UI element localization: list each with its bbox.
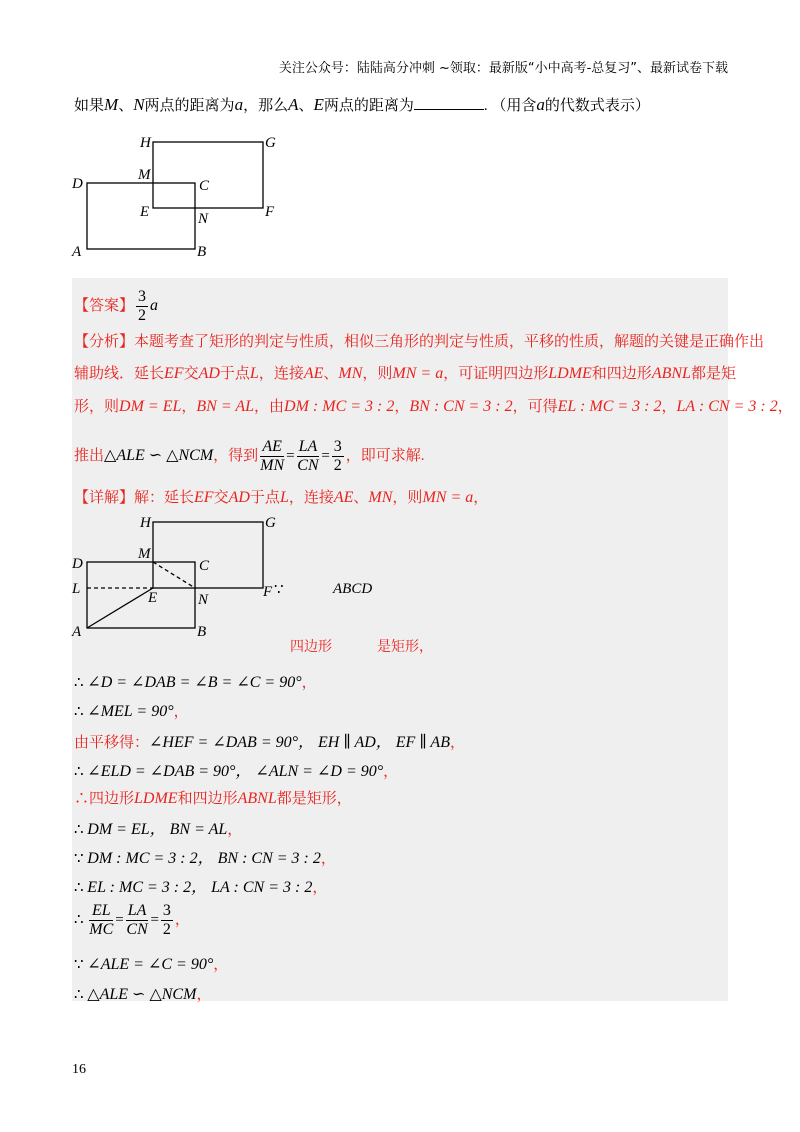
step-2: ∴ ∠MEL = 90°， xyxy=(74,703,189,720)
label2-F: F xyxy=(263,584,273,600)
rectangle-efgh-2 xyxy=(153,522,263,588)
analysis-line-4: 推出△ALE ∽ △NCM，得到 $\frac{AE}{MN}$ = $\frac{LA}{CN}$ = $\frac{3}{2}$ ，即可求解. xyxy=(74,438,425,474)
label2-N: N xyxy=(198,592,209,608)
because-symbol: ∵ xyxy=(274,582,284,598)
analysis-line-1: 【分析】本题考查了矩形的判定与性质，相似三角形的判定与性质，平移的性质，解题的关键是正确作出 xyxy=(74,334,765,350)
step-3: 由平移得：∠HEF = ∠DAB = 90°， EH ∥ AD， EF ∥ AB， xyxy=(74,734,465,751)
label-C: C xyxy=(199,178,210,194)
abcd-label: ABCD xyxy=(333,581,373,597)
label-A: A xyxy=(72,244,82,260)
label-G: G xyxy=(265,135,276,151)
label-D: D xyxy=(72,176,83,192)
label-E: E xyxy=(140,204,150,220)
label2-L: L xyxy=(72,581,81,597)
label2-E: E xyxy=(148,590,158,606)
step-1: ∴ ∠D = ∠DAB = ∠B = ∠C = 90°， xyxy=(74,674,317,691)
label-N: N xyxy=(198,211,209,227)
shijuxing-text: 是矩形， xyxy=(377,640,433,655)
question-text: 如果M、N两点的距离为a，那么A、E两点的距离为 . （用含a的代数式表示） xyxy=(74,95,650,114)
answer-blank xyxy=(414,95,484,110)
rectangle-efgh xyxy=(153,142,263,208)
label-M: M xyxy=(138,167,151,183)
figure-rectangles-1 xyxy=(60,128,300,268)
label2-M: M xyxy=(138,546,151,562)
label2-G: G xyxy=(265,515,276,531)
step-11: ∴ △ALE ∽ △NCM， xyxy=(74,986,212,1003)
step-4: ∴ ∠ELD = ∠DAB = 90°， ∠ALN = ∠D = 90°， xyxy=(74,763,399,780)
line-ae xyxy=(87,588,153,628)
label2-H: H xyxy=(140,515,151,531)
analysis-line-2: 辅助线．延长EF交AD于点L，连接AE、MN，则MN = a，可证明四边形LDME和四边形ABNL都是矩 xyxy=(74,365,736,382)
figure-rectangles-2 xyxy=(60,508,460,643)
detail-line: 【详解】解：延长EF交AD于点L，连接AE、MN，则MN = a， xyxy=(74,489,489,506)
analysis-line-3: 形，则DM = EL，BN = AL，由DM : MC = 3 : 2，BN : CN = 3 : 2，可得EL : MC = 3 : 2，LA : CN = 3 : 2， xyxy=(74,398,793,415)
page-number: 16 xyxy=(72,1062,86,1077)
page-header: 关注公众号：陆陆高分冲刺 ~领取：最新版“小中高考-总复习”、最新试卷下载 xyxy=(278,61,728,76)
label-B: B xyxy=(197,244,207,260)
dashed-line-mn xyxy=(153,562,195,588)
step-7: ∵ DM : MC = 3 : 2， BN : CN = 3 : 2， xyxy=(74,850,336,867)
label2-B: B xyxy=(197,624,207,640)
step-6: ∴ DM = EL， BN = AL， xyxy=(74,821,243,838)
label2-D: D xyxy=(72,556,83,572)
label-H: H xyxy=(140,135,151,151)
step-9: ∴ $\frac{EL}{MC}$ = $\frac{LA}{CN}$ = $\frac{3}{2}$ ， xyxy=(74,902,190,938)
answer-row: 【答案】 $\frac{3}{2}$ a xyxy=(74,288,159,324)
label-F: F xyxy=(265,204,275,220)
step-8: ∴ EL : MC = 3 : 2， LA : CN = 3 : 2， xyxy=(74,879,328,896)
step-10: ∵ ∠ALE = ∠C = 90°， xyxy=(74,956,229,973)
sibian-text: 四边形 xyxy=(290,640,332,655)
step-5: ∴四边形LDME和四边形ABNL都是矩形， xyxy=(74,790,352,807)
label2-C: C xyxy=(199,558,210,574)
label2-A: A xyxy=(72,624,82,640)
